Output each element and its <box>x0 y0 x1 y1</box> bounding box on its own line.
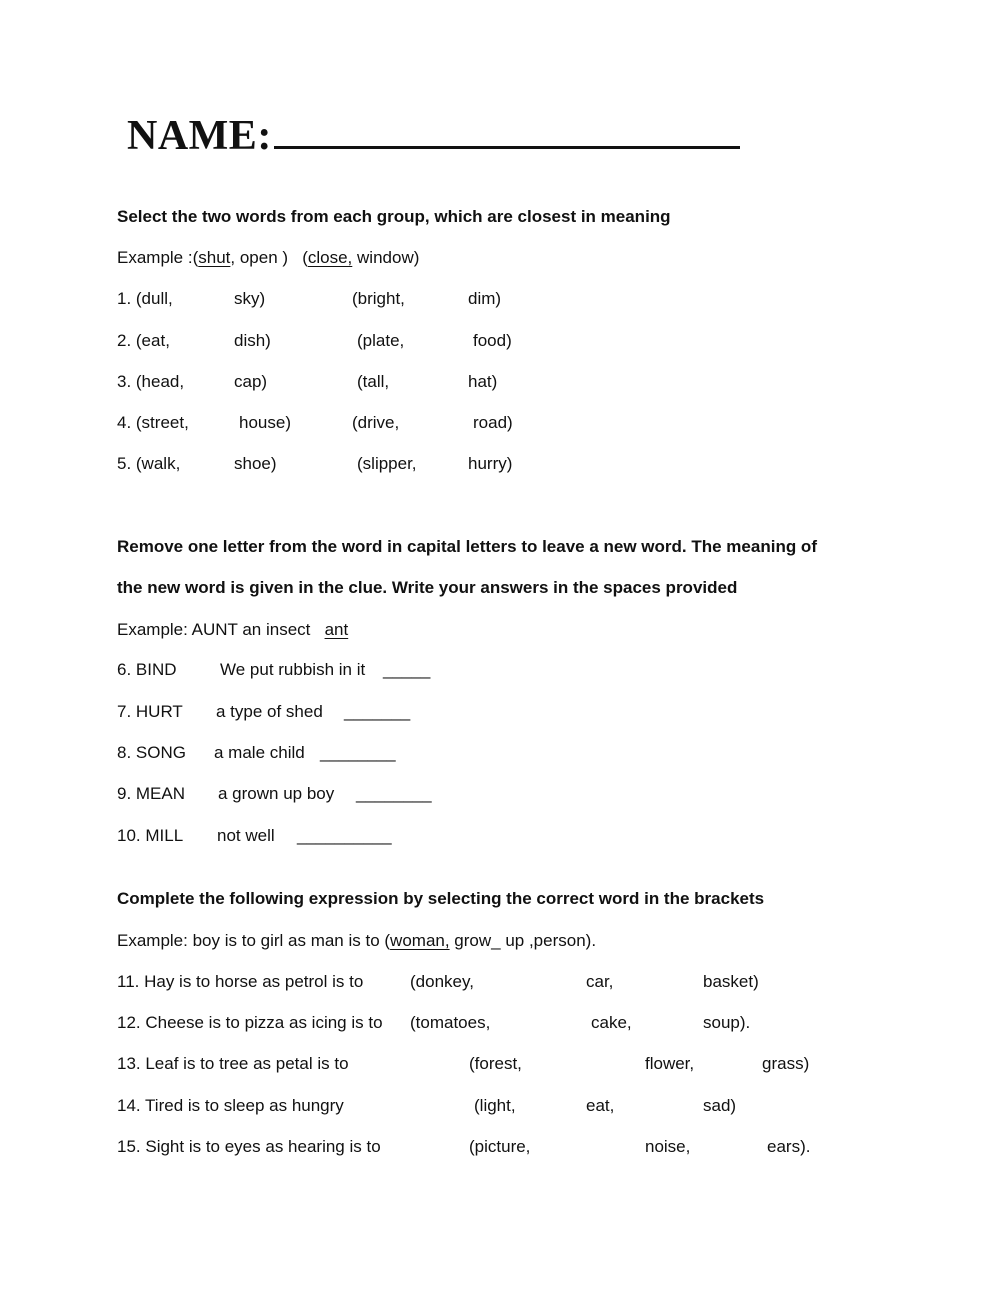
name-label: NAME: <box>127 113 272 159</box>
answer-blank[interactable]: __________ <box>297 826 392 845</box>
name-heading <box>127 112 740 160</box>
section1-instruction: Select the two words from each group, which are closest in meaning <box>117 207 671 226</box>
section2-example: Example: AUNT an insect ant <box>117 620 349 639</box>
worksheet-page: NAME: Select the two words from each group, which are closest in meaning Example :(shut, open ) (close, window) 1. (dull, sky) (bright, dim) 2. (eat, dish) (plate, food) 3. (head, cap) (tall, hat) 4. (street, house) (drive, road) 5. (walk, shoe) (slipper, hurry) Remove one letter from the word in capital letters to leave a new word. The meaning of the new word is given in the clue. Write your answers in the spaces provided Example: AUNT an insect ant 6. BIND We put rubbish in it _____ 7. HURT a type of shed _______ 8. SONG a male child ________ 9. MEAN a grown up boy ________ 10. MILL not well __________ Complete the following expression by selecting the correct word in the brackets Example: boy is to girl as man is to (woman, grow_ up ,person). 11. Hay is to horse as petrol is to (donkey, car, basket) 12. Cheese is to pizza as icing is to (tomatoes, cake, soup). 13. Leaf is to tree as petal is to (forest, flower, grass) 14. Tired is to sleep as hungry (light, eat, sad) 15. Sight is to eyes as hearing is to (picture, noise, ears). <box>117 113 817 1156</box>
answer-blank[interactable]: _______ <box>344 702 411 721</box>
section1-example: Example :(shut, open ) (close, window) <box>117 248 420 267</box>
section2-instruction-line1: Remove one letter from the word in capital letters to leave a new word. The meaning of <box>117 537 817 556</box>
name-blank-line[interactable] <box>274 116 740 149</box>
section3-instruction: Complete the following expression by selecting the correct word in the brackets <box>117 889 765 908</box>
answer-blank[interactable]: ________ <box>320 743 396 762</box>
answer-blank[interactable]: _____ <box>383 660 431 679</box>
section3-example: Example: boy is to girl as man is to (woman, grow_ up ,person). <box>117 931 597 950</box>
answer-blank[interactable]: ________ <box>356 784 432 803</box>
section2-instruction-line2: the new word is given in the clue. Write your answers in the spaces provided <box>117 578 738 597</box>
